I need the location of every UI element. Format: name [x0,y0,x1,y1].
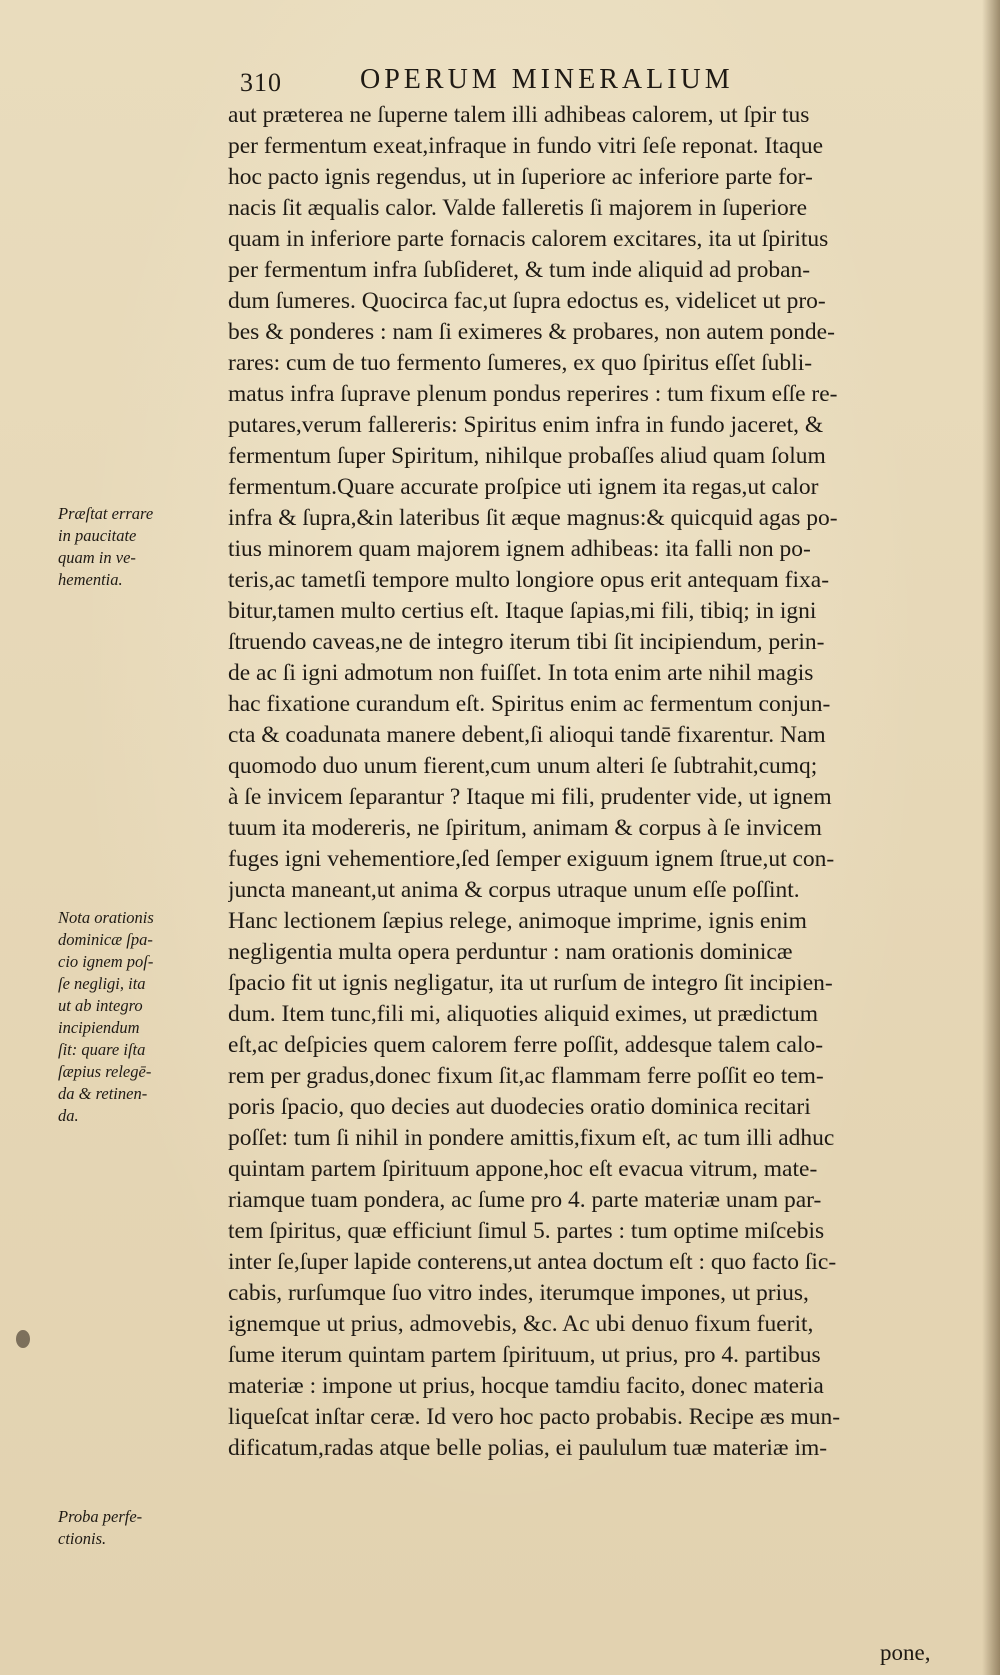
text-line: tius minorem quam majorem ignem adhibeas: ita falli non po- [228,536,811,562]
text-line: fuges igni vehementiore,ſed ſemper exiguum ignem ſtrue,ut con- [228,846,835,872]
text-line: dum. Item tunc,fili mi, aliquoties aliquid eximes, ut prædictum [228,1001,819,1027]
text-line: ſume iterum quintam partem ſpirituum, ut prius, pro 4. partibus [228,1342,821,1368]
text-line: cabis, rurſumque ſuo vitro indes, iterumque impones, ut prius, [228,1280,809,1306]
text-line: per fermentum exeat,infraque in fundo vitri ſeſe reponat. Itaque [228,133,824,159]
text-line: hoc pacto ignis regendus, ut in ſuperiore ac inferiore parte for- [228,164,813,190]
text-line: quintam partem ſpirituum appone,hoc eſt evacua vitrum, mate- [228,1156,818,1182]
marginal-line: hementia. [58,570,123,589]
page-header [240,64,940,100]
marginal-note-3 [58,1506,218,1550]
marginal-note-2 [58,907,218,1127]
body-text [228,100,968,1495]
marginal-line: in paucitate [58,526,137,545]
marginal-line: ctionis. [58,1529,107,1548]
text-line: liqueſcat inſtar ceræ. Id vero hoc pacto probabis. Recipe æs mun- [228,1404,841,1430]
text-line: poris ſpacio, quo decies aut duodecies oratio dominica recitari [228,1094,811,1120]
text-line: ſtruendo caveas,ne de integro iterum tibi ſit incipiendum, perin- [228,629,825,655]
marginal-line: cio ignem poſ- [58,952,154,971]
marginal-line: da. [58,1106,79,1125]
text-line: nacis ſit æqualis calor. Valde falleretis ſi majorem in ſuperiore [228,195,808,221]
text-line: tuum ita modereris, ne ſpiritum, animam & corpus à ſe invicem [228,815,822,841]
text-line: de ac ſi igni admotum non fuiſſet. In tota enim arte nihil magis [228,660,814,686]
text-line [228,1464,968,1495]
marginal-note-1 [58,503,218,591]
text-line: fermentum ſuper Spiritum, nihilque probaſſes aliud quam ſolum [228,443,826,469]
text-line: ſpacio fit ut ignis negligatur, ita ut rurſum de integro ſit incipien- [228,970,833,996]
page-number: 310 [240,68,282,97]
text-line: quomodo duo unum fierent,cum unum alteri ſe ſubtrahit,cumq; [228,753,818,779]
text-line: rem per gradus,donec fixum ſit,ac flammam ferre poſſit eo tem- [228,1063,824,1089]
text-line: ignemque ut prius, admovebis, &c. Ac ubi denuo fixum fuerit, [228,1311,814,1337]
running-title: OPERUM MINERALIUM [360,64,734,95]
text-line: aut præterea ne ſuperne talem illi adhibeas calorem, ut ſpir tus [228,102,810,128]
page-edge-shadow [982,0,1000,1675]
marginal-line: Præſtat errare [58,504,154,523]
text-line: dum ſumeres. Quocirca fac,ut ſupra edoctus es, videlicet ut pro- [228,288,826,314]
text-line: inter ſe,ſuper lapide conterens,ut antea doctum eſt : quo facto ſic- [228,1249,837,1275]
marginal-line: incipiendum [58,1018,140,1037]
text-line: bes & ponderes : nam ſi eximeres & probares, non autem ponde- [228,319,835,345]
text-line: riamque tuam pondera, ac ſume pro 4. parte materiæ unam par- [228,1187,822,1213]
marginal-line: ſit: quare iſta [58,1040,146,1059]
marginal-line: ſæpius relegē- [58,1062,152,1081]
text-line: bitur,tamen multo certius eſt. Itaque ſapias,mi fili, tibiq; in igni [228,598,817,624]
text-line: rares: cum de tuo fermento ſumeres, ex quo ſpiritus eſſet ſubli- [228,350,813,376]
ink-stain [16,1330,30,1348]
text-line: infra & ſupra,&in lateribus ſit æque magnus:& quicquid agas po- [228,505,838,531]
marginal-line: ſe negligi, ita [58,974,146,993]
marginal-line: ut ab integro [58,996,143,1015]
text-line: fermentum.Quare accurate proſpice uti ignem ita regas,ut calor [228,474,819,500]
text-line: teris,ac tametſi tempore multo longiore opus erit antequam fixa- [228,567,830,593]
text-line: eſt,ac deſpicies quem calorem ferre poſſit, addesque talem calo- [228,1032,824,1058]
text-line: poſſet: tum ſi nihil in pondere amittis,fixum eſt, ac tum illi adhuc [228,1125,835,1151]
catchword: pone, [880,1640,931,1665]
marginal-line: dominicæ ſpa- [58,930,153,949]
marginal-line: Nota orationis [58,908,154,927]
text-line: negligentia multa opera perduntur : nam orationis dominicæ [228,939,793,965]
text-line: Hanc lectionem ſæpius relege, animoque imprime, ignis enim [228,908,807,934]
text-line: dificatum,radas atque belle polias, ei paululum tuæ materiæ im- [228,1435,828,1461]
text-line: per fermentum infra ſubſideret, & tum inde aliquid ad proban- [228,257,811,283]
text-line: hac fixatione curandum eſt. Spiritus enim ac fermentum conjun- [228,691,831,717]
text-line: putares,verum fallereris: Spiritus enim infra in fundo jaceret, & [228,412,824,438]
text-line: cta & coadunata manere debent,ſi alioqui tandē fixarentur. Nam [228,722,826,748]
text-line: quam in inferiore parte fornacis calorem excitares, ita ut ſpiritus [228,226,829,252]
marginal-line: Proba perfe- [58,1507,143,1526]
text-line: juncta maneant,ut anima & corpus utraque unum eſſe poſſint. [228,877,800,903]
marginal-line: quam in ve- [58,548,136,567]
text-line: materiæ : impone ut prius, hocque tamdiu facito, donec materia [228,1373,824,1399]
text-line: matus infra ſuprave plenum pondus reperires : tum fixum eſſe re- [228,381,838,407]
marginal-line: da & retinen- [58,1084,148,1103]
text-line: à ſe invicem ſeparantur ? Itaque mi fili, prudenter vide, ut ignem [228,784,832,810]
text-line: tem ſpiritus, quæ efficiunt ſimul 5. partes : tum optime miſcebis [228,1218,825,1244]
